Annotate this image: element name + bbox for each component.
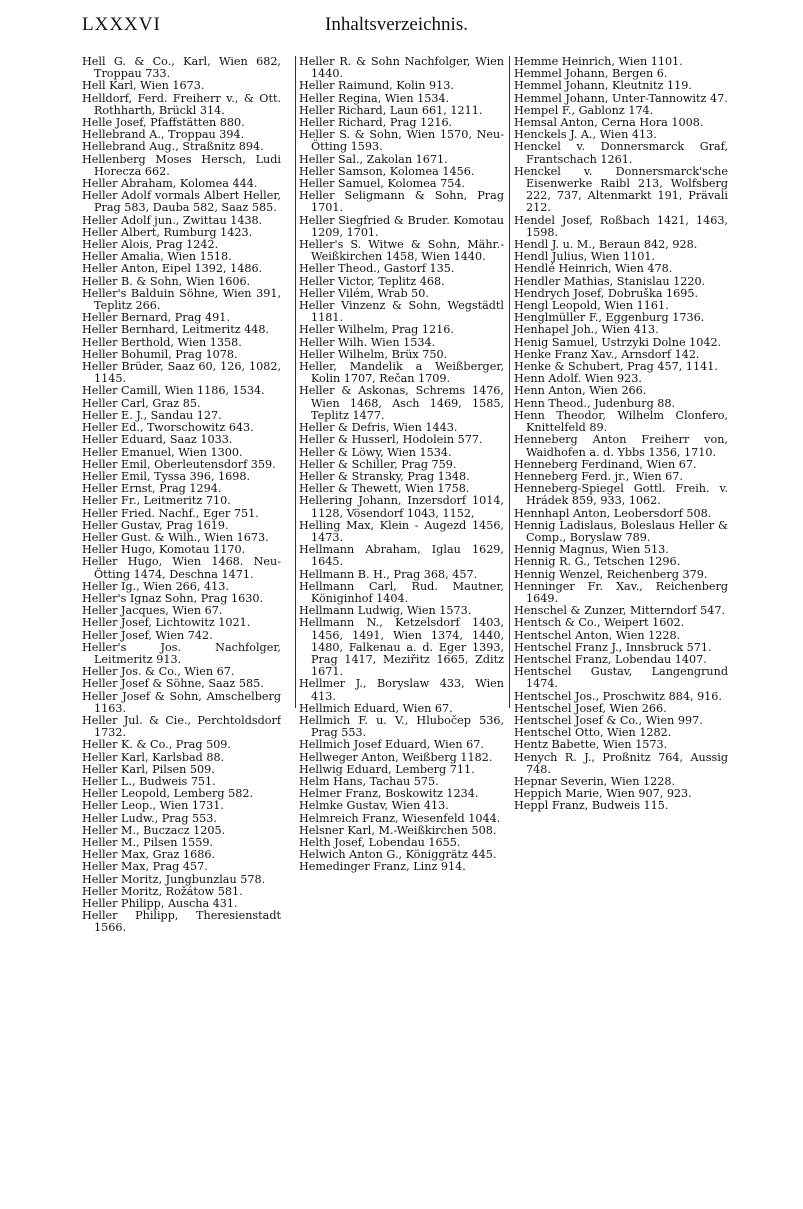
index-entry: Hennig Wenzel, Reichenberg 379. [514,567,708,581]
index-entry: Heller Max, Prag 457. [82,860,208,874]
index-entry: Hemsal Anton, Cerna Hora 1008. [514,116,704,130]
index-entry: Hellenberg Moses Hersch, Ludi Horecza 662. [82,152,281,178]
index-entry: Heller Carl, Graz 85. [82,396,201,410]
index-entry: Heller Josef, Lichtowitz 1021. [82,616,251,630]
index-entry: Hendel Josef, Roßbach 1421, 1463, 1598. [514,213,728,239]
index-entry: Henninger Fr. Xav., Reichenberg 1649. [514,579,728,605]
index-entry: Henn Theodor, Wilhelm Clonfero, Knittelfeld 89. [514,408,728,435]
index-entry: Hennhapl Anton, Leobersdorf 508. [514,506,712,520]
index-entry: Henneberg Ferdinand, Wien 67. [514,457,697,471]
index-entry: Heller Amalia, Wien 1518. [82,250,232,264]
index-entry: Heller E. J., Sandau 127. [82,408,222,422]
index-entry: Heller & Stransky, Prag 1348. [299,469,470,483]
index-entry: Heller & Askonas, Schrems 1476, Wien 1468, Asch 1469, 1585, Teplitz 1477. [299,384,504,422]
index-entry: Heller Emanuel, Wien 1300. [82,445,243,459]
index-entry: Heller Adolf vormals Albert Heller, Prag 583, Dauba 582, Saaz 585. [82,189,281,215]
index-entry: Hempel F., Gablonz 174. [514,103,654,117]
index-entry: Helle Josef, Pfaffstätten 880. [82,116,245,130]
index-entry: Heller Moritz, Rožátow 581. [82,884,243,898]
index-entry: Hentschel Franz J., Innsbruck 571. [514,640,712,654]
index-entry: Heller M., Pilsen 1559. [82,836,214,849]
index-entry: Heller Bohumil, Prag 1078. [82,347,238,361]
index-entry: Hell Karl, Wien 1673. [82,79,205,93]
index-entry: Hellmer J., Boryslaw 433, Wien 413. [299,677,504,703]
index-entry: Heller S. & Sohn, Wien 1570, Neu-Ötting 1593. [299,128,504,154]
index-entry: Heller's Jos. Nachfolger, Leitmeritz 913. [82,640,281,666]
index-entry: Heller Josef & Sohn, Amschelberg 1163. [82,689,281,715]
index-entry: Heller Anton, Eipel 1392, 1486. [82,262,263,276]
index-entry: Heller R. & Sohn Nachfolger, Wien 1440. [299,56,504,81]
page-title: Inhaltsverzeichnis. [325,14,468,35]
column-divider [509,56,510,708]
index-entry: Heller Wilhelm, Prag 1216. [299,323,454,337]
index-entry: Heller & Löwy, Wien 1534. [299,445,452,459]
index-entry: Heller Karl, Karlsbad 88. [82,750,225,764]
index-entry: Heller Samuel, Kolomea 754. [299,177,465,191]
index-entry: Heller Moritz, Jungbunzlau 578. [82,872,266,886]
index-entry: Hendlé Heinrich, Wien 478. [514,262,673,276]
index-entry: Heller & Schiller, Prag 759. [299,457,457,471]
index-entry: Hentschel Franz, Lobendau 1407. [514,652,707,666]
index-columns [82,56,732,1196]
index-entry: Henckel v. Donnersmarck Graf, Frantschach 1261. [514,140,728,166]
index-entry: Henke Franz Xav., Arnsdorf 142. [514,347,700,361]
index-entry: Henych R. J., Proßnitz 764, Aussig 748. [514,750,728,776]
index-entry: Helmreich Franz, Wiesenfeld 1044. [299,811,501,825]
index-entry: Heller Wilh. Wien 1534. [299,335,436,349]
index-entry: Heller Fried. Nachf., Eger 751. [82,506,259,520]
index-entry: Heller & Husserl, Hodolein 577. [299,433,483,447]
index-entry: Heller Karl, Pilsen 509. [82,762,215,776]
index-entry: Heppl Franz, Budweis 115. [514,799,669,813]
index-entry: Heller Jul. & Cie., Perchtoldsdorf 1732. [82,713,281,740]
index-column-2 [299,56,504,1146]
index-entry: Heller Ig., Wien 266, 413. [82,579,229,593]
index-entry: Henhapel Joh., Wien 413. [514,323,659,337]
index-entry: Henschel & Zunzer, Mitterndorf 547. [514,604,726,618]
index-entry: Hennig Ladislaus, Boleslaus Heller & Comp., Boryslaw 789. [514,518,728,544]
index-entry: Helm Hans, Tachau 575. [299,774,439,788]
index-entry: Heppich Marie, Wien 907, 923. [514,787,692,801]
index-entry: Hellmich F. u. V., Hlubočep 536, Prag 553. [299,713,504,740]
index-entry: Heller Vilém, Wrab 50. [299,286,429,300]
index-entry: Hentschel Gustav, Langengrund 1474. [514,665,728,691]
index-entry: Heller Emil, Oberleutensdorf 359. [82,457,276,471]
index-entry: Henglmüller F., Eggenburg 1736. [514,311,705,325]
column-divider [295,56,296,708]
index-entry: Heller Berthold, Wien 1358. [82,335,242,349]
index-entry: Heller Samson, Kolomea 1456. [299,164,475,178]
index-entry: Hemmel Johann, Kleutnitz 119. [514,79,692,93]
index-entry: Heller Seligmann & Sohn, Prag 1701. [299,189,504,215]
index-entry: Hengl Leopold, Wien 1161. [514,299,669,313]
index-entry: Hentschel Josef, Wien 266. [514,701,667,715]
index-entry: Hennig R. G., Tetschen 1296. [514,555,681,569]
index-entry: Heller Ed., Tworschowitz 643. [82,421,254,435]
index-entry: Hentsch & Co., Weipert 1602. [514,616,685,630]
index-entry: Hentschel Jos., Proschwitz 884, 916. [514,689,722,703]
index-entry: Heller Wilhelm, Brüx 750. [299,347,448,361]
index-entry: Heller Hugo, Komotau 1170. [82,543,246,557]
index-entry: Hellwig Eduard, Lemberg 711. [299,762,475,776]
index-entry: Heller Jos. & Co., Wien 67. [82,665,235,679]
index-entry: Hellering Johann, Inzersdorf 1014, 1128, Vösendorf 1043, 1152, [299,494,504,520]
index-entry: Henn Theod., Judenburg 88. [514,396,676,410]
index-entry: Heller Josef, Wien 742. [82,628,213,642]
index-entry: Henckels J. A., Wien 413. [514,128,657,142]
index-entry: Heller L., Budweis 751. [82,774,216,788]
index-entry: Henckel v. Donnersmarck'sche Eisenwerke Raibl 213, Wolfsberg 222, 737, Altenmarkt 191, Prävali 212. [514,164,728,215]
index-entry: Hendl J. u. M., Beraun 842, 928. [514,238,698,252]
index-entry: Helth Josef, Lobendau 1655. [299,836,461,849]
page-header [82,14,732,40]
index-entry: Heller, Mandelik a Weißberger, Kolin 1707, Rečan 1709. [299,360,504,386]
index-entry: Heller Camill, Wien 1186, 1534. [82,384,265,398]
index-entry: Hendl Julius, Wien 1101. [514,250,656,264]
index-entry: Heller Siegfried & Bruder. Komotau 1209, 1701. [299,213,504,239]
index-entry: Heller Regina, Wien 1534. [299,91,450,105]
index-entry: Hellmich Eduard, Wien 67. [299,701,453,715]
index-entry: Heller Victor, Teplitz 468. [299,274,445,288]
index-column-1 [82,56,281,1146]
index-entry: Helmer Franz, Boskowitz 1234. [299,787,479,801]
index-entry: Hemedinger Franz, Linz 914. [299,860,466,874]
index-entry: Hellebrand Aug., Straßnitz 894. [82,140,264,154]
index-entry: Heller Ernst, Prag 1294. [82,482,222,496]
index-entry: Heller Hugo, Wien 1468. Neu-Ötting 1474, Deschna 1471. [82,555,281,581]
index-entry: Heller's S. Witwe & Sohn, Mähr.-Weißkirchen 1458, Wien 1440. [299,238,504,264]
index-entry: Heller Fr., Leitmeritz 710. [82,494,231,508]
index-entry: Heller Gustav, Prag 1619. [82,518,229,532]
index-entry: Henneberg Ferd. jr., Wien 67. [514,469,683,483]
index-entry: Heller Richard, Prag 1216. [299,116,453,130]
index-entry: Heller Albert, Rumburg 1423. [82,225,253,239]
index-entry: Henn Anton, Wien 266. [514,384,647,398]
index-entry: Hennig Magnus, Wien 513. [514,543,669,557]
index-entry: Heller & Defris, Wien 1443. [299,421,458,435]
index-entry: Heller Josef & Söhne, Saaz 585. [82,677,264,691]
index-entry: Helmke Gustav, Wien 413. [299,799,449,813]
index-entry: Hellmann N., Ketzelsdorf 1403, 1456, 1491, Wien 1374, 1440, 1480, Falkenau a. d. Eger 1393, Prag 1417, Meziřitz 1665, Zditz 1671. [299,616,504,679]
index-entry: Henke & Schubert, Prag 457, 1141. [514,360,718,374]
index-entry: Heller Sal., Zakolan 1671. [299,152,448,166]
index-entry: Heller Raimund, Kolin 913. [299,79,454,93]
index-entry: Heller Brüder, Saaz 60, 126, 1082, 1145. [82,360,281,386]
index-entry: Henn Adolf. Wien 923. [514,372,642,386]
index-entry: Heller Emil, Tyssa 396, 1698. [82,469,251,483]
index-entry: Heller B. & Sohn, Wien 1606. [82,274,251,288]
index-entry: Hellmann Ludwig, Wien 1573. [299,604,472,618]
index-entry: Hellebrand A., Troppau 394. [82,128,245,142]
index-entry: Hendrych Josef, Dobruška 1695. [514,286,699,300]
index-entry: Heller Abraham, Kolomea 444. [82,177,258,191]
index-entry: Heller Philipp, Theresienstadt 1566. [82,909,281,935]
index-entry: Heller & Thewett, Wien 1758. [299,482,470,496]
index-entry: Heller Adolf jun., Zwittau 1438. [82,213,263,227]
index-entry: Henneberg Anton Freiherr von, Waidhofen a. d. Ybbs 1356, 1710. [514,433,728,459]
index-entry: Heller Gust. & Wilh., Wien 1673. [82,530,269,544]
index-entry: Heller Alois, Prag 1242. [82,238,219,252]
index-entry: Heller Jacques, Wien 67. [82,604,223,618]
index-entry: Hentschel Otto, Wien 1282. [514,726,672,740]
index-entry: Hemme Heinrich, Wien 1101. [514,56,683,68]
index-entry: Hepnar Severin, Wien 1228. [514,774,676,788]
index-entry: Heller's Balduin Söhne, Wien 391, Teplitz 266. [82,286,281,313]
index-entry: Hellweger Anton, Weißberg 1182. [299,750,493,764]
index-entry: Heller Richard, Laun 661, 1211. [299,103,483,117]
index-entry: Heller Bernard, Prag 491. [82,311,230,325]
index-entry: Heller Theod., Gastorf 135. [299,262,455,276]
index-entry: Heller Leopold, Lemberg 582. [82,787,254,801]
index-entry: Heller Vinzenz & Sohn, Wegstädtl 1181. [299,299,504,325]
index-entry: Hellmann Carl, Rud. Mautner, Königinhof 1404. [299,579,504,605]
index-entry: Helwich Anton G., Königgrätz 445. [299,848,497,862]
index-entry: Heller's Ignaz Sohn, Prag 1630. [82,591,263,605]
index-entry: Helldorf, Ferd. Freiherr v., & Ott. Rothharth, Brückl 314. [82,91,281,117]
index-entry: Henig Samuel, Ustrzyki Dolne 1042. [514,335,722,349]
index-entry: Hentz Babette, Wien 1573. [514,738,668,752]
index-entry: Hemmel Johann, Unter-Tannowitz 47. [514,91,728,105]
index-column-3 [514,56,728,1146]
index-entry: Hellmann Abraham, Iglau 1629, 1645. [299,543,504,569]
index-entry: Hentschel Josef & Co., Wien 997. [514,713,703,727]
index-entry: Heller Bernhard, Leitmeritz 448. [82,323,270,337]
index-entry: Hemmel Johann, Bergen 6. [514,67,668,81]
index-entry: Heller Leop., Wien 1731. [82,799,224,813]
index-entry: Hellmich Josef Eduard, Wien 67. [299,738,484,752]
index-entry: Hendler Mathias, Stanislau 1220. [514,274,706,288]
page-number: LXXXVI [82,14,161,35]
index-entry: Hentschel Anton, Wien 1228. [514,628,681,642]
index-entry: Hell G. & Co., Karl, Wien 682, Troppau 733. [82,56,281,81]
index-entry: Hellmann B. H., Prag 368, 457. [299,567,478,581]
index-entry: Heller Max, Graz 1686. [82,848,216,862]
index-entry: Helling Max, Klein - Augezd 1456, 1473. [299,518,504,544]
index-entry: Heller Ludw., Prag 553. [82,811,217,825]
index-entry: Helsner Karl, M.-Weißkirchen 508. [299,823,497,837]
index-entry: Heller K. & Co., Prag 509. [82,738,231,752]
index-entry: Henneberg-Spiegel Gottl. Freih. v. Hrádek 859, 933, 1062. [514,482,728,508]
index-entry: Heller M., Buczacz 1205. [82,823,226,837]
index-entry: Heller Philipp, Auscha 431. [82,897,238,911]
index-entry: Heller Eduard, Saaz 1033. [82,433,233,447]
